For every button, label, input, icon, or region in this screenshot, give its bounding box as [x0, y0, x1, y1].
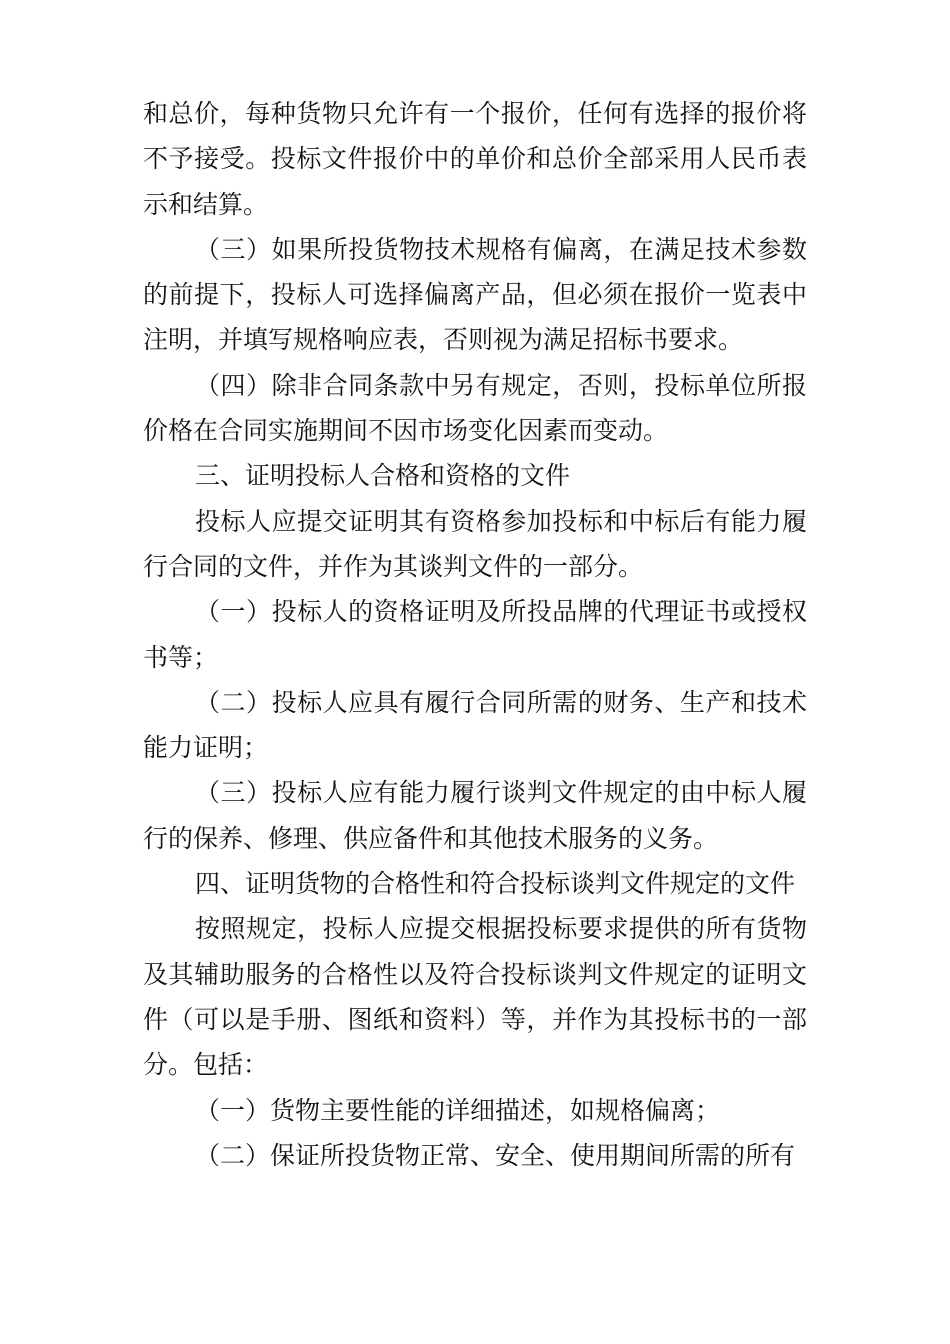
paragraph: 按照规定，投标人应提交根据投标要求提供的所有货物及其辅助服务的合格性以及符合投标谈判文件规定的证明文件（可以是手册、图纸和资料）等，并作为其投标书的一部分。包括： [143, 914, 807, 1080]
document-body [143, 91, 807, 1178]
paragraph: 和总价，每种货物只允许有一个报价，任何有选择的报价将不予接受。投标文件报价中的单价和总价全部采用人民币表示和结算。 [143, 99, 807, 219]
paragraph: （四）除非合同条款中另有规定，否则，投标单位所报价格在合同实施期间不因市场变化因素而变动。 [143, 370, 807, 446]
list-item: （一）货物主要性能的详细描述，如规格偏离； [195, 1095, 721, 1125]
list-item: （一）投标人的资格证明及所投品牌的代理证书或授权书等； [143, 597, 807, 672]
section-heading: 四、证明货物的合格性和符合投标谈判文件规定的文件 [195, 869, 796, 899]
section-heading: 三、证明投标人合格和资格的文件 [195, 461, 571, 491]
list-item: （二）投标人应具有履行合同所需的财务、生产和技术能力证明； [143, 687, 807, 763]
list-item: （三）投标人应有能力履行谈判文件规定的由中标人履行的保养、修理、供应备件和其他技术服务的义务。 [143, 778, 807, 853]
list-item: （二）保证所投货物正常、安全、使用期间所需的所有 [195, 1140, 796, 1170]
paragraph: （三）如果所投货物技术规格有偏离，在满足技术参数的前提下，投标人可选择偏离产品，但必须在报价一览表中注明，并填写规格响应表，否则视为满足招标书要求。 [143, 234, 807, 355]
paragraph: 投标人应提交证明其有资格参加投标和中标后有能力履行合同的文件，并作为其谈判文件的一部分。 [143, 506, 807, 581]
